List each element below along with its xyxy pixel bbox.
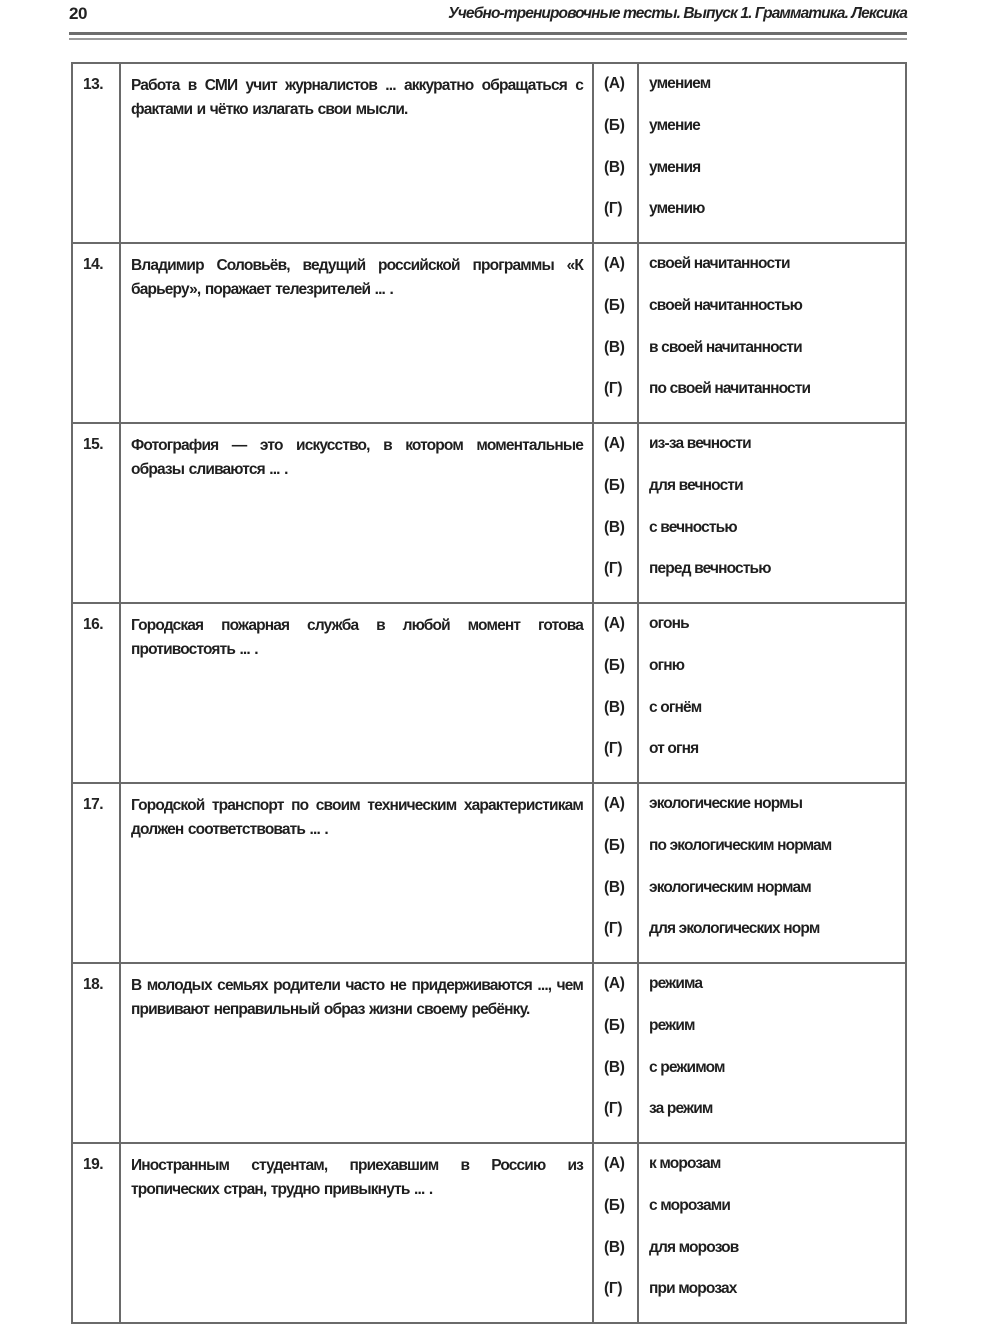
question-number: 17. xyxy=(83,796,104,813)
option-answer: с режимом xyxy=(649,1058,725,1076)
option-answers-cell xyxy=(638,1143,906,1323)
question-text-cell xyxy=(120,603,593,783)
option-letters xyxy=(594,244,637,422)
option-letters-cell xyxy=(593,603,638,783)
page-number: 20 xyxy=(69,4,87,23)
option-answer: от огня xyxy=(649,740,699,758)
option-letter: (Б) xyxy=(604,836,625,854)
question-number-cell xyxy=(72,963,120,1143)
question-number: 15. xyxy=(83,436,104,453)
option-answer: перед вечностью xyxy=(649,560,771,578)
option-letter: (А) xyxy=(604,75,625,92)
option-answers xyxy=(639,604,905,782)
option-answer: за режим xyxy=(649,1100,713,1118)
option-answer: своей начитанностью xyxy=(649,296,803,314)
option-letter: (А) xyxy=(604,435,625,452)
option-answer: к морозам xyxy=(649,1155,721,1172)
option-letters xyxy=(594,424,637,602)
test-table-body xyxy=(72,63,906,1323)
question-row xyxy=(72,423,906,603)
question-number-cell xyxy=(72,783,120,963)
option-answer: по экологическим нормам xyxy=(649,836,832,854)
option-letter: (В) xyxy=(604,338,625,356)
question-number-cell xyxy=(72,423,120,603)
option-letter: (Г) xyxy=(604,740,623,758)
option-answers xyxy=(639,1144,905,1322)
option-answer: огонь xyxy=(649,615,689,632)
question-text: В молодых семьях родители часто не придерживаются ..., чем прививают неправильный образ жизни своему ребёнку. xyxy=(131,977,583,1018)
option-letter: (В) xyxy=(604,878,625,896)
option-answer: умение xyxy=(649,116,700,134)
option-letters-cell xyxy=(593,963,638,1143)
option-answers-cell xyxy=(638,423,906,603)
option-letters xyxy=(594,784,637,962)
option-answer: для экологических норм xyxy=(649,920,820,938)
question-number-cell xyxy=(72,63,120,243)
test-table xyxy=(71,62,907,1324)
option-answers xyxy=(639,784,905,962)
option-letter: (Б) xyxy=(604,476,625,494)
option-letter: (А) xyxy=(604,795,625,812)
question-number-cell xyxy=(72,243,120,423)
option-letter: (А) xyxy=(604,975,625,992)
question-text: Городской транспорт по своим техническим характеристикам должен соответствовать ... . xyxy=(131,797,583,838)
option-letter: (Г) xyxy=(604,380,623,398)
question-text: Владимир Соловьёв, ведущий российской программы «К барьеру», поражает телезрителей ... . xyxy=(131,257,583,298)
option-answer: своей начитанности xyxy=(649,255,790,272)
question-row xyxy=(72,603,906,783)
option-letter: (Б) xyxy=(604,296,625,314)
question-text-cell xyxy=(120,423,593,603)
option-letter: (А) xyxy=(604,255,625,272)
option-letter: (Г) xyxy=(604,200,623,218)
option-answer: умения xyxy=(649,158,701,176)
question-row xyxy=(72,63,906,243)
option-answers xyxy=(639,244,905,422)
question-text-cell xyxy=(120,1143,593,1323)
question-number: 16. xyxy=(83,616,104,633)
option-answer: из-за вечности xyxy=(649,435,751,452)
option-answers xyxy=(639,424,905,602)
question-number-cell xyxy=(72,1143,120,1323)
question-text-cell xyxy=(120,243,593,423)
option-answer: с вечностью xyxy=(649,518,737,536)
option-letter: (Б) xyxy=(604,116,625,134)
option-answer: с огнём xyxy=(649,698,702,716)
running-title: Учебно-тренировочные тесты. Выпуск 1. Грамматика. Лексика xyxy=(448,5,907,22)
option-answer: огню xyxy=(649,656,685,674)
option-letter: (Г) xyxy=(604,1280,623,1298)
question-number: 18. xyxy=(83,976,104,993)
question-text-cell xyxy=(120,63,593,243)
option-letters-cell xyxy=(593,423,638,603)
option-letters-cell xyxy=(593,63,638,243)
option-answers xyxy=(639,964,905,1142)
question-number-cell xyxy=(72,603,120,783)
option-letter: (Б) xyxy=(604,1196,625,1214)
option-answer: режима xyxy=(649,975,703,992)
option-letter: (В) xyxy=(604,158,625,176)
question-number: 13. xyxy=(83,76,104,93)
option-answer: с морозами xyxy=(649,1196,731,1214)
option-letters xyxy=(594,1144,637,1322)
option-answers-cell xyxy=(638,243,906,423)
option-answers-cell xyxy=(638,963,906,1143)
question-text-cell xyxy=(120,963,593,1143)
option-answer: в своей начитанности xyxy=(649,338,802,356)
option-letter: (А) xyxy=(604,615,625,632)
page-header xyxy=(69,2,907,26)
option-letters-cell xyxy=(593,783,638,963)
question-number: 19. xyxy=(83,1156,104,1173)
question-row xyxy=(72,243,906,423)
option-letter: (Г) xyxy=(604,920,623,938)
header-rule-thin xyxy=(69,38,907,40)
option-letters-cell xyxy=(593,1143,638,1323)
option-answer: режим xyxy=(649,1016,695,1034)
option-letters xyxy=(594,64,637,242)
question-number: 14. xyxy=(83,256,104,273)
option-answer: по своей начитанности xyxy=(649,380,811,398)
question-row xyxy=(72,1143,906,1323)
question-text: Работа в СМИ учит журналистов ... аккуратно обращаться с фактами и чётко излагать свои мысли. xyxy=(131,77,583,118)
option-letter: (В) xyxy=(604,1238,625,1256)
option-answers-cell xyxy=(638,783,906,963)
option-answer: для вечности xyxy=(649,476,743,494)
option-letter: (А) xyxy=(604,1155,625,1172)
option-letter: (Б) xyxy=(604,656,625,674)
option-letter: (Г) xyxy=(604,1100,623,1118)
option-letter: (В) xyxy=(604,1058,625,1076)
header-rule-thick xyxy=(69,32,907,35)
option-letter: (В) xyxy=(604,698,625,716)
option-answer: при морозах xyxy=(649,1280,737,1298)
option-answer: умением xyxy=(649,75,711,92)
question-text: Фотография — это искусство, в котором моментальные образы сливаются ... . xyxy=(131,437,583,478)
question-row xyxy=(72,783,906,963)
option-letter: (Б) xyxy=(604,1016,625,1034)
question-text: Иностранным студентам, приехавшим в Россию из тропических стран, трудно привыкнуть ... . xyxy=(131,1157,583,1198)
option-letters-cell xyxy=(593,243,638,423)
option-answers-cell xyxy=(638,603,906,783)
option-answer: для морозов xyxy=(649,1238,739,1256)
option-answers-cell xyxy=(638,63,906,243)
question-text-cell xyxy=(120,783,593,963)
option-letters xyxy=(594,964,637,1142)
option-letters xyxy=(594,604,637,782)
option-letter: (В) xyxy=(604,518,625,536)
option-answers xyxy=(639,64,905,242)
option-letter: (Г) xyxy=(604,560,623,578)
option-answer: экологические нормы xyxy=(649,795,803,812)
option-answer: умению xyxy=(649,200,705,218)
question-row xyxy=(72,963,906,1143)
question-text: Городская пожарная служба в любой момент готова противостоять ... . xyxy=(131,617,583,658)
option-answer: экологическим нормам xyxy=(649,878,811,896)
